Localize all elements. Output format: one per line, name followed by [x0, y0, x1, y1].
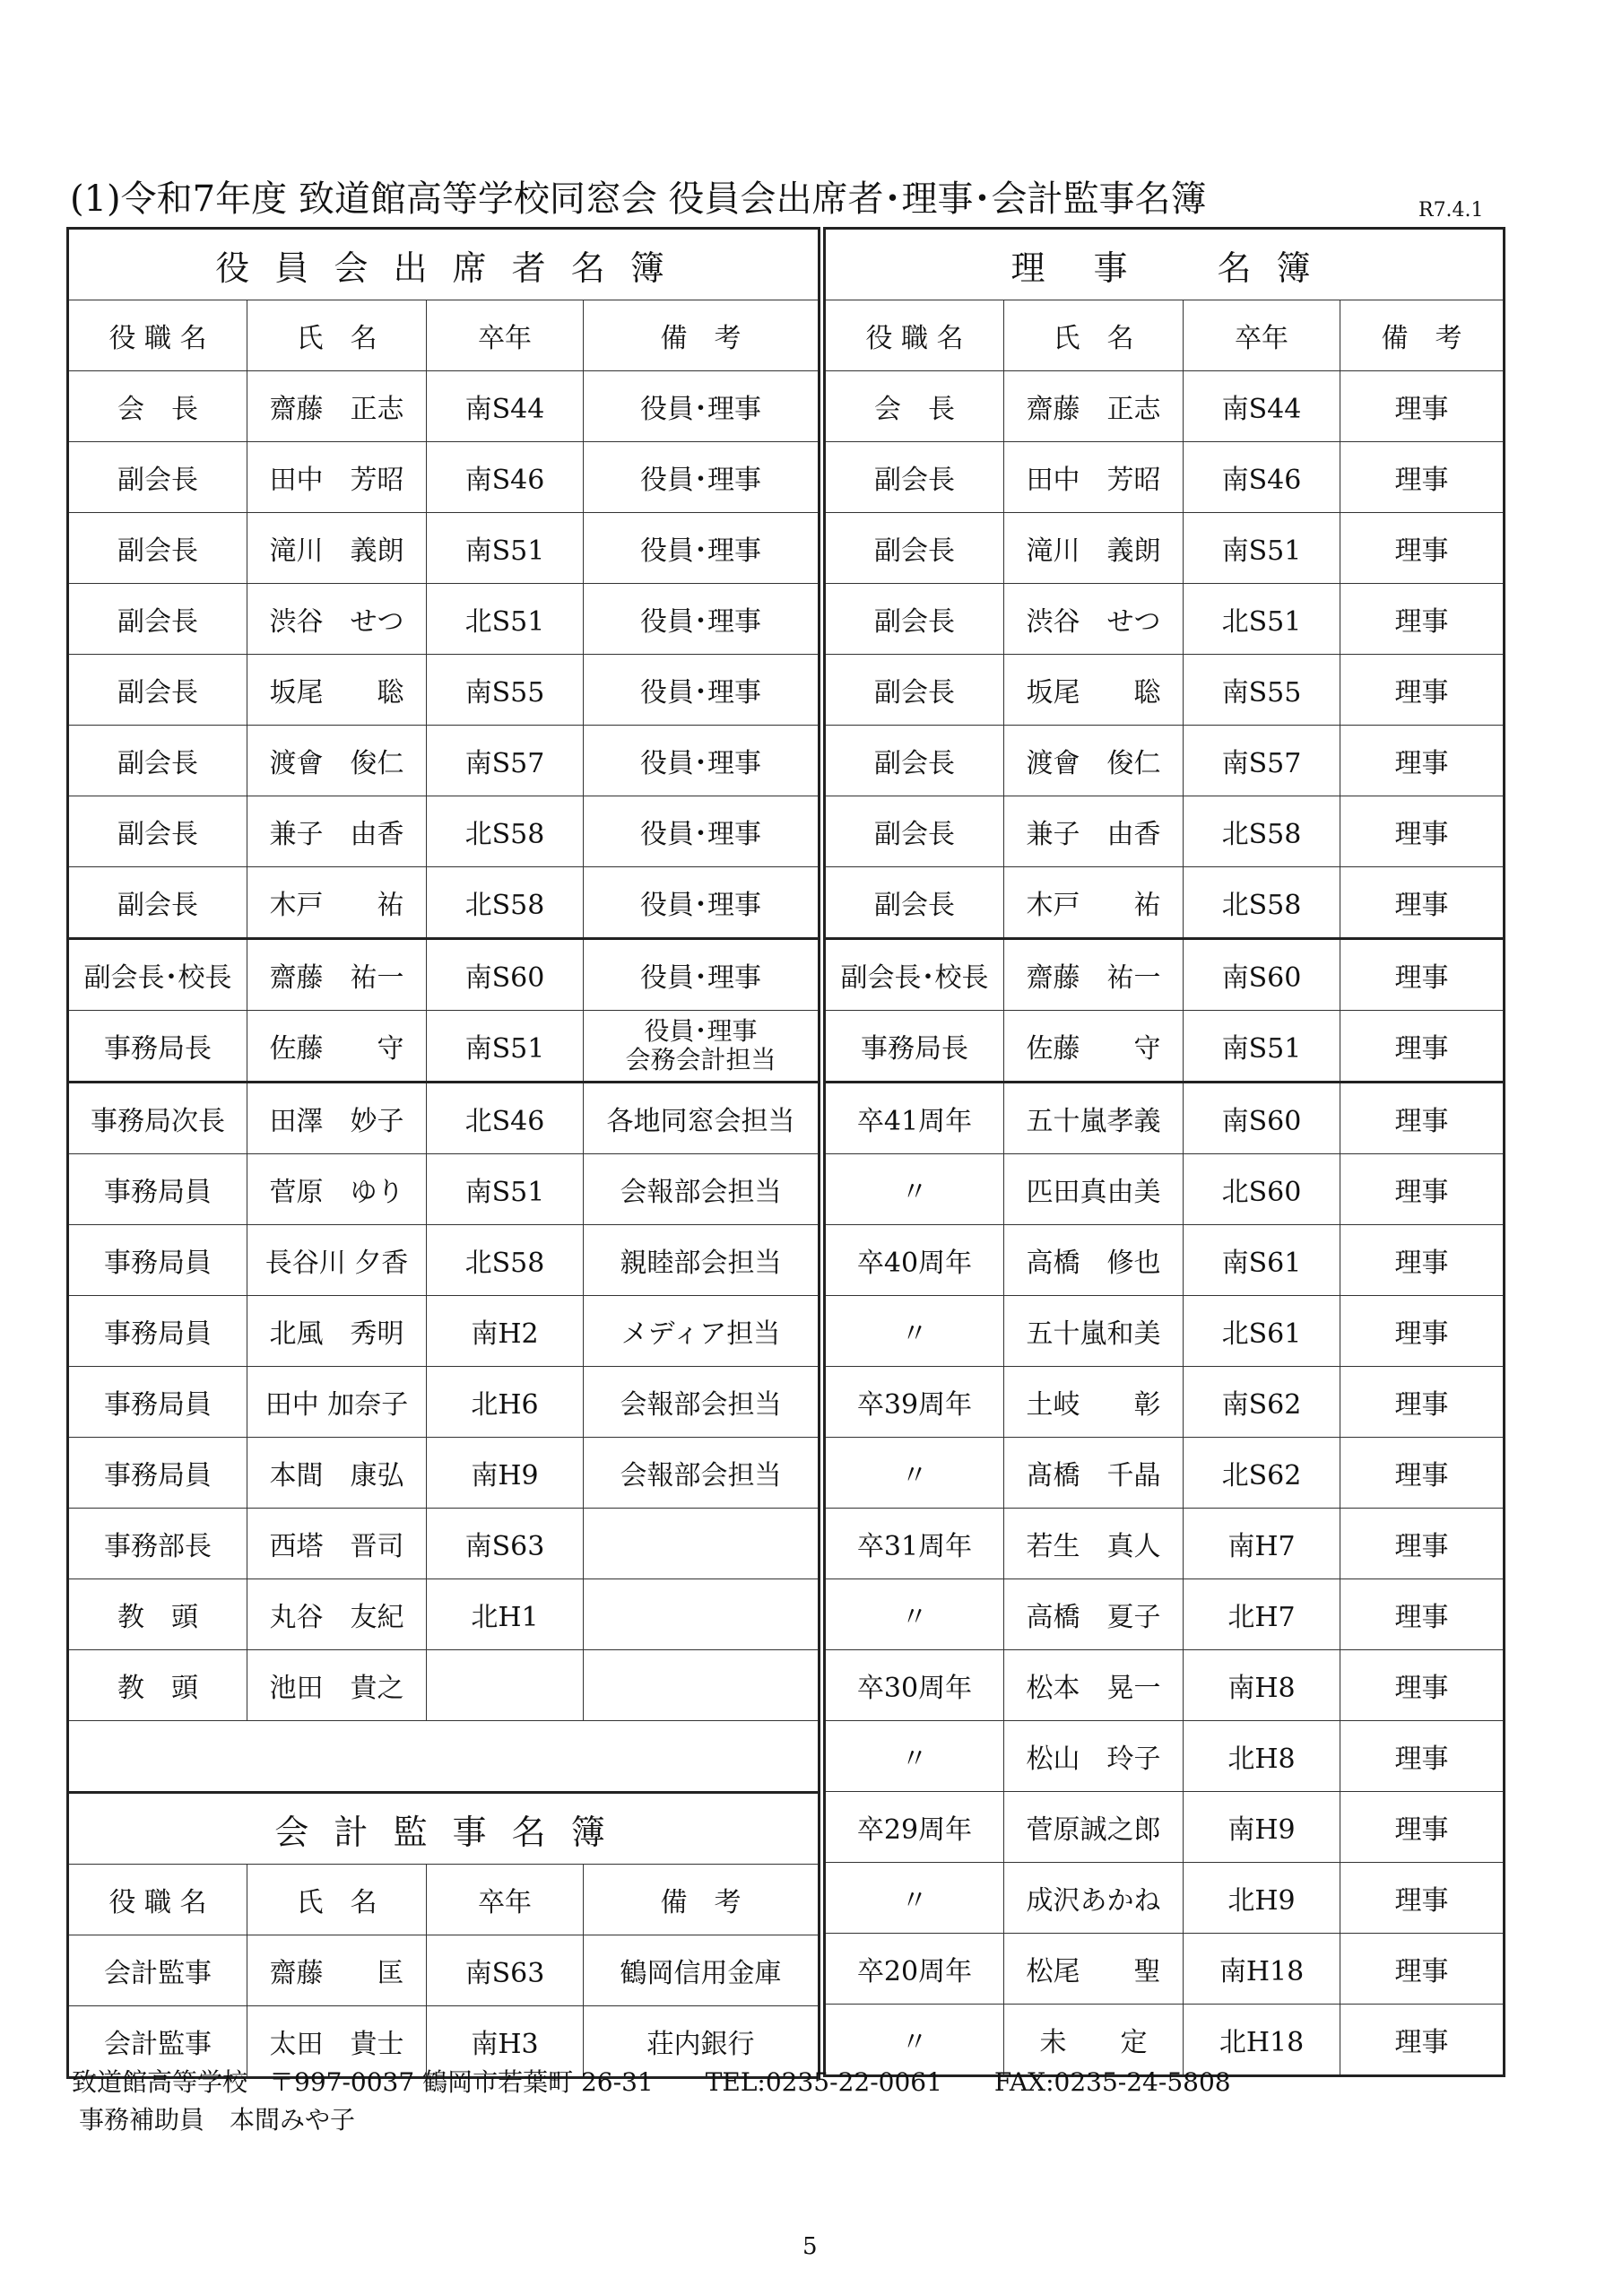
name-cell: 匹田真由美: [1004, 1154, 1184, 1225]
grad-year-cell: 南S61: [1184, 1225, 1340, 1296]
grad-year-cell: 北S58: [427, 1225, 584, 1296]
position-cell: 事務局長: [825, 1011, 1004, 1083]
directors-section-title: 理 事 名 簿: [825, 229, 1505, 300]
name-cell: 菅原 ゆり: [247, 1154, 427, 1225]
grad-year-cell: 北S58: [1184, 867, 1340, 939]
section-header-row: [825, 229, 1505, 300]
position-cell: 事務局員: [68, 1225, 247, 1296]
position-cell: 副会長: [825, 867, 1004, 939]
position-cell: 〃: [825, 2005, 1004, 2076]
grad-year-cell: 南S44: [427, 371, 584, 442]
name-cell: 滝川 義朗: [1004, 513, 1184, 584]
page-title: (1)令和7年度 致道館高等学校同窓会 役員会出席者･理事･会計監事名簿: [70, 178, 1207, 220]
remarks-cell: 役員･理事: [584, 584, 820, 655]
position-cell: 副会長: [68, 655, 247, 726]
remarks-cell: 理事: [1340, 1863, 1505, 1934]
position-cell: 副会長: [825, 513, 1004, 584]
remarks-cell: 理事: [1340, 2005, 1505, 2076]
position-cell: 副会長: [825, 726, 1004, 796]
grad-year-cell: 北S60: [1184, 1154, 1340, 1225]
position-cell: 事務局次長: [68, 1083, 247, 1154]
name-cell: 木戸 祐: [247, 867, 427, 939]
position-cell: 卒41周年: [825, 1083, 1004, 1154]
remarks-cell: 会報部会担当: [584, 1367, 820, 1438]
table-row: [68, 726, 820, 796]
name-cell: 本間 康弘: [247, 1438, 427, 1509]
table-row: [825, 1011, 1505, 1083]
position-cell: 〃: [825, 1438, 1004, 1509]
grad-year-cell: 南H9: [427, 1438, 584, 1509]
name-cell: 松本 晃一: [1004, 1650, 1184, 1721]
name-cell: 成沢あかね: [1004, 1863, 1184, 1934]
remarks-cell: 理事: [1340, 655, 1505, 726]
directors-table: [823, 227, 1505, 2077]
name-cell: 高橋 夏子: [1004, 1579, 1184, 1650]
column-header: 役 職 名: [825, 300, 1004, 371]
remarks-cell: 会報部会担当: [584, 1154, 820, 1225]
section-header-row: [68, 1793, 820, 1865]
table-row: [68, 655, 820, 726]
name-cell: 田澤 妙子: [247, 1083, 427, 1154]
remarks-cell: 理事: [1340, 442, 1505, 513]
table-row: [825, 1863, 1505, 1934]
grad-year-cell: 南S60: [1184, 939, 1340, 1011]
name-cell: 田中 加奈子: [247, 1367, 427, 1438]
remarks-cell: 理事: [1340, 1792, 1505, 1863]
attendees-section-title: 役 員 会 出 席 者 名 簿: [68, 229, 820, 300]
grad-year-cell: 北S58: [427, 796, 584, 867]
column-header: 卒年: [427, 1865, 584, 1935]
position-cell: 会計監事: [68, 1935, 247, 2006]
name-cell: 坂尾 聡: [1004, 655, 1184, 726]
table-row: [825, 1650, 1505, 1721]
remarks-cell: 役員･理事: [584, 513, 820, 584]
table-row: [68, 1296, 820, 1367]
table-row: [825, 1367, 1505, 1438]
table-row: [68, 1367, 820, 1438]
table-row: [825, 442, 1505, 513]
name-cell: 若生 真人: [1004, 1509, 1184, 1579]
table-row: [825, 867, 1505, 939]
remarks-cell: 理事: [1340, 1367, 1505, 1438]
remarks-cell: 理事: [1340, 1579, 1505, 1650]
remarks-cell: 理事: [1340, 513, 1505, 584]
name-cell: 兼子 由香: [1004, 796, 1184, 867]
remarks-cell: 理事: [1340, 1296, 1505, 1367]
table-row: [68, 796, 820, 867]
grad-year-cell: 南S44: [1184, 371, 1340, 442]
position-cell: 会 長: [825, 371, 1004, 442]
remarks-cell: [584, 1579, 820, 1650]
remarks-cell: 各地同窓会担当: [584, 1083, 820, 1154]
name-cell: 池田 貴之: [247, 1650, 427, 1721]
spacer-row: [68, 1721, 820, 1793]
table-row: [825, 1225, 1505, 1296]
remarks-cell: 役員･理事: [584, 796, 820, 867]
table-row: [825, 1579, 1505, 1650]
name-cell: 坂尾 聡: [247, 655, 427, 726]
column-header: 役 職 名: [68, 1865, 247, 1935]
grad-year-cell: 北H7: [1184, 1579, 1340, 1650]
remarks-cell: 理事: [1340, 1934, 1505, 2005]
remarks-cell: 理事: [1340, 1154, 1505, 1225]
remarks-cell: [584, 1509, 820, 1579]
grad-year-cell: 北S58: [1184, 796, 1340, 867]
grad-year-cell: 北S62: [1184, 1438, 1340, 1509]
table-row: [68, 1154, 820, 1225]
grad-year-cell: 北S58: [427, 867, 584, 939]
footer-assistant: 事務補助員 本間みや子: [79, 2105, 356, 2135]
grad-year-cell: 南S51: [427, 1011, 584, 1083]
name-cell: 長谷川 夕香: [247, 1225, 427, 1296]
remarks-cell: 役員･理事: [584, 442, 820, 513]
name-cell: 高橋 修也: [1004, 1225, 1184, 1296]
position-cell: 副会長: [825, 655, 1004, 726]
grad-year-cell: 北H8: [1184, 1721, 1340, 1792]
table-row: [825, 513, 1505, 584]
remarks-cell: 親睦部会担当: [584, 1225, 820, 1296]
table-row: [68, 1935, 820, 2006]
table-row: [68, 513, 820, 584]
header-row: [68, 1865, 820, 1935]
position-cell: 副会長: [825, 584, 1004, 655]
grad-year-cell: 南S46: [427, 442, 584, 513]
position-cell: 教 頭: [68, 1579, 247, 1650]
remarks-cell: 理事: [1340, 726, 1505, 796]
name-cell: 西塔 晋司: [247, 1509, 427, 1579]
name-cell: 齋藤 正志: [1004, 371, 1184, 442]
grad-year-cell: 北H6: [427, 1367, 584, 1438]
remarks-cell: 理事: [1340, 584, 1505, 655]
table-row: [68, 1579, 820, 1650]
grad-year-cell: 南S51: [1184, 513, 1340, 584]
column-header: 備 考: [584, 1865, 820, 1935]
position-cell: 〃: [825, 1579, 1004, 1650]
name-cell: 髙橋 千晶: [1004, 1438, 1184, 1509]
table-row: [825, 584, 1505, 655]
position-cell: 会計監事: [68, 2006, 247, 2078]
table-row: [825, 726, 1505, 796]
column-header: 氏 名: [247, 1865, 427, 1935]
position-cell: 副会長: [68, 513, 247, 584]
position-cell: 〃: [825, 1154, 1004, 1225]
position-cell: 事務局員: [68, 1296, 247, 1367]
footer-address: 〒997-0037 鶴岡市若葉町 26-31: [269, 2067, 654, 2097]
name-cell: 齋藤 匡: [247, 1935, 427, 2006]
column-header: 役 職 名: [68, 300, 247, 371]
position-cell: 教 頭: [68, 1650, 247, 1721]
table-row: [825, 1296, 1505, 1367]
position-cell: 事務局員: [68, 1367, 247, 1438]
position-cell: 事務部長: [68, 1509, 247, 1579]
position-cell: 卒29周年: [825, 1792, 1004, 1863]
page-number: 5: [802, 2233, 818, 2260]
grad-year-cell: 南H2: [427, 1296, 584, 1367]
remarks-cell: 理事: [1340, 1083, 1505, 1154]
table-row: [68, 939, 820, 1011]
remarks-cell: 鶴岡信用金庫: [584, 1935, 820, 2006]
table-row: [68, 867, 820, 939]
grad-year-cell: 南H7: [1184, 1509, 1340, 1579]
name-cell: 五十嵐和美: [1004, 1296, 1184, 1367]
empty-cell: [68, 1721, 820, 1793]
column-header: 氏 名: [1004, 300, 1184, 371]
table-row: [825, 1438, 1505, 1509]
grad-year-cell: [427, 1650, 584, 1721]
grad-year-cell: 北S46: [427, 1083, 584, 1154]
name-cell: 五十嵐孝義: [1004, 1083, 1184, 1154]
position-cell: 副会長: [68, 867, 247, 939]
remarks-cell: メディア担当: [584, 1296, 820, 1367]
document-date: R7.4.1: [1418, 199, 1484, 222]
name-cell: 木戸 祐: [1004, 867, 1184, 939]
remarks-cell: 役員･理事: [584, 655, 820, 726]
table-row: [825, 1934, 1505, 2005]
grad-year-cell: 南S57: [1184, 726, 1340, 796]
position-cell: 事務局員: [68, 1438, 247, 1509]
remarks-cell: 理事: [1340, 939, 1505, 1011]
name-cell: 北風 秀明: [247, 1296, 427, 1367]
table-row: [825, 655, 1505, 726]
name-cell: 齋藤 正志: [247, 371, 427, 442]
position-cell: 副会長･校長: [68, 939, 247, 1011]
name-cell: 松尾 聖: [1004, 1934, 1184, 2005]
footer-school: 致道館高等学校: [72, 2067, 248, 2097]
footer-fax: FAX:0235-24-5808: [993, 2067, 1231, 2097]
position-cell: 〃: [825, 1863, 1004, 1934]
table-row: [825, 1154, 1505, 1225]
grad-year-cell: 南H3: [427, 2006, 584, 2078]
remarks-cell: 理事: [1340, 1438, 1505, 1509]
grad-year-cell: 南S60: [427, 939, 584, 1011]
table-row: [68, 1225, 820, 1296]
table-row: [68, 371, 820, 442]
remarks-cell: 会報部会担当: [584, 1438, 820, 1509]
grad-year-cell: 南S63: [427, 1509, 584, 1579]
table-row: [825, 1083, 1505, 1154]
grad-year-cell: 南S57: [427, 726, 584, 796]
column-header: 卒年: [427, 300, 584, 371]
remarks-cell: [584, 1650, 820, 1721]
name-cell: 滝川 義朗: [247, 513, 427, 584]
table-row: [825, 939, 1505, 1011]
remarks-cell: 理事: [1340, 1225, 1505, 1296]
grad-year-cell: 南H8: [1184, 1650, 1340, 1721]
table-row: [825, 1509, 1505, 1579]
name-cell: 田中 芳昭: [1004, 442, 1184, 513]
grad-year-cell: 北H1: [427, 1579, 584, 1650]
grad-year-cell: 北H9: [1184, 1863, 1340, 1934]
position-cell: 〃: [825, 1721, 1004, 1792]
grad-year-cell: 南H18: [1184, 1934, 1340, 2005]
remarks-cell: 理事: [1340, 371, 1505, 442]
grad-year-cell: 南H9: [1184, 1792, 1340, 1863]
position-cell: 卒30周年: [825, 1650, 1004, 1721]
remarks-cell: 役員･理事: [584, 939, 820, 1011]
grad-year-cell: 南S55: [1184, 655, 1340, 726]
name-cell: 太田 貴士: [247, 2006, 427, 2078]
grad-year-cell: 北S51: [427, 584, 584, 655]
grad-year-cell: 南S46: [1184, 442, 1340, 513]
remarks-cell: 荘内銀行: [584, 2006, 820, 2078]
name-cell: 齋藤 祐一: [247, 939, 427, 1011]
header-row: [68, 300, 820, 371]
position-cell: 会 長: [68, 371, 247, 442]
position-cell: 〃: [825, 1296, 1004, 1367]
table-row: [68, 1011, 820, 1083]
position-cell: 副会長: [68, 442, 247, 513]
name-cell: 松山 玲子: [1004, 1721, 1184, 1792]
remarks-cell: 役員･理事 会務会計担当: [584, 1011, 820, 1083]
grad-year-cell: 北H18: [1184, 2005, 1340, 2076]
position-cell: 副会長･校長: [825, 939, 1004, 1011]
grad-year-cell: 南S55: [427, 655, 584, 726]
remarks-cell: 理事: [1340, 1721, 1505, 1792]
name-cell: 渡會 俊仁: [247, 726, 427, 796]
remarks-cell: 役員･理事: [584, 371, 820, 442]
grad-year-cell: 南S51: [1184, 1011, 1340, 1083]
footer-contact: [72, 2063, 1231, 2099]
remarks-cell: 理事: [1340, 1650, 1505, 1721]
name-cell: 佐藤 守: [1004, 1011, 1184, 1083]
auditors-section-title: 会 計 監 事 名 簿: [68, 1793, 820, 1865]
position-cell: 卒31周年: [825, 1509, 1004, 1579]
name-cell: 田中 芳昭: [247, 442, 427, 513]
position-cell: 副会長: [68, 726, 247, 796]
position-cell: 副会長: [825, 796, 1004, 867]
table-row: [825, 796, 1505, 867]
remarks-cell: 理事: [1340, 1011, 1505, 1083]
table-row: [68, 1083, 820, 1154]
name-cell: 渋谷 せつ: [247, 584, 427, 655]
attendees-and-auditors-table: [66, 227, 820, 2079]
remarks-cell: 理事: [1340, 1509, 1505, 1579]
grad-year-cell: 南S51: [427, 1154, 584, 1225]
position-cell: 卒39周年: [825, 1367, 1004, 1438]
name-cell: 兼子 由香: [247, 796, 427, 867]
name-cell: 渡會 俊仁: [1004, 726, 1184, 796]
position-cell: 副会長: [68, 584, 247, 655]
table-row: [68, 1650, 820, 1721]
table-row: [68, 442, 820, 513]
grad-year-cell: 南S63: [427, 1935, 584, 2006]
header-row: [825, 300, 1505, 371]
name-cell: 渋谷 せつ: [1004, 584, 1184, 655]
footer-tel: TEL:0235-22-0061: [705, 2067, 942, 2097]
column-header: 卒年: [1184, 300, 1340, 371]
column-header: 備 考: [584, 300, 820, 371]
name-cell: 菅原誠之郎: [1004, 1792, 1184, 1863]
position-cell: 事務局員: [68, 1154, 247, 1225]
table-row: [68, 584, 820, 655]
table-row: [825, 371, 1505, 442]
name-cell: 齋藤 祐一: [1004, 939, 1184, 1011]
grad-year-cell: 北S51: [1184, 584, 1340, 655]
remarks-cell: 理事: [1340, 796, 1505, 867]
grad-year-cell: 南S60: [1184, 1083, 1340, 1154]
table-row: [68, 1509, 820, 1579]
grad-year-cell: 南S51: [427, 513, 584, 584]
position-cell: 副会長: [825, 442, 1004, 513]
remarks-cell: 理事: [1340, 867, 1505, 939]
position-cell: 卒40周年: [825, 1225, 1004, 1296]
grad-year-cell: 南S62: [1184, 1367, 1340, 1438]
name-cell: 丸谷 友紀: [247, 1579, 427, 1650]
remarks-cell: 役員･理事: [584, 726, 820, 796]
section-header-row: [68, 229, 820, 300]
table-row: [825, 1721, 1505, 1792]
name-cell: 佐藤 守: [247, 1011, 427, 1083]
table-row: [825, 1792, 1505, 1863]
position-cell: 卒20周年: [825, 1934, 1004, 2005]
table-row: [68, 1438, 820, 1509]
name-cell: 未 定: [1004, 2005, 1184, 2076]
column-header: 氏 名: [247, 300, 427, 371]
position-cell: 事務局長: [68, 1011, 247, 1083]
grad-year-cell: 北S61: [1184, 1296, 1340, 1367]
name-cell: 土岐 彰: [1004, 1367, 1184, 1438]
column-header: 備 考: [1340, 300, 1505, 371]
remarks-cell: 役員･理事: [584, 867, 820, 939]
position-cell: 副会長: [68, 796, 247, 867]
